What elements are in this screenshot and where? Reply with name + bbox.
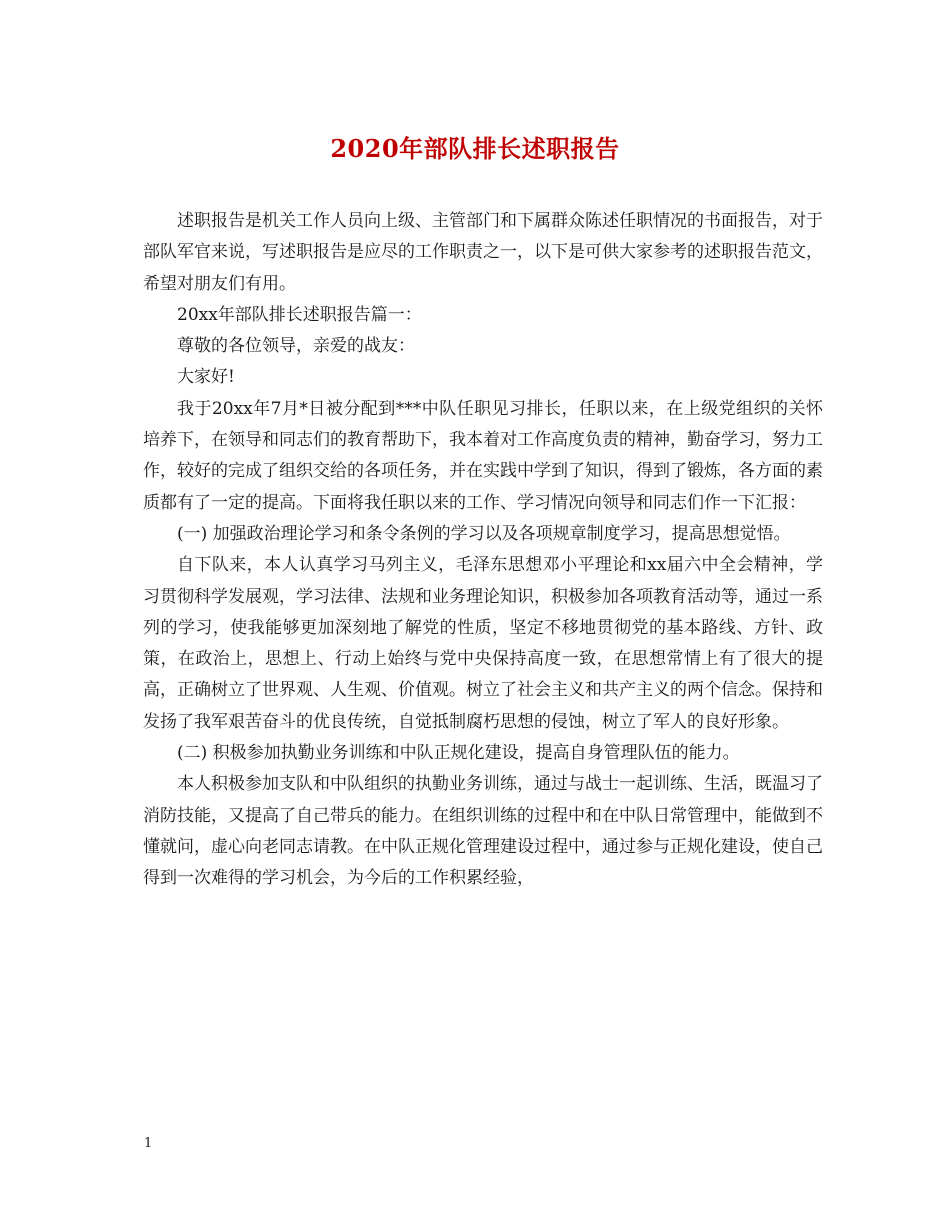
paragraph-salutation: 尊敬的各位领导，亲爱的战友： [177,336,415,357]
paragraph-section-heading: 20xx年部队排长述职报告篇一： [177,304,422,325]
document-body [143,206,823,895]
paragraph-political-study: 自下队来，本人认真学习马列主义，毛泽东思想邓小平理论和xx届六中全会精神，学习贯彻科学发展观，学习法律、法规和业务理论知识，积极参加各项教育活动等，通过一系列的学习，使我能够更加深刻地了解党的性质，坚定不移地贯彻党的基本路线、方针、政策，在政治上，思想上、行动上始终与党中央保持高度一致，在思想常情上有了很大的提高，正确树立了世界观、人生观、价值观。树立了社会主义和共产主义的两个信念。保持和发扬了我军艰苦奋斗的优良传统，自觉抵制腐朽思想的侵蚀，树立了军人的良好形象。 [143,555,823,732]
document-title: 2020年部队排长述职报告 [330,134,620,163]
page-number: 1 [144,1136,153,1151]
paragraph-greeting: 大家好! [177,367,235,388]
paragraph-training: 本人积极参加支队和中队组织的执勤业务训练，通过与战士一起训练、生活，既温习了消防技能，又提高了自己带兵的能力。在组织训练的过程中和在中队日常管理中，能做到不懂就问，虚心向老同志请教。在中队正规化管理建设过程中，通过参与正规化建设，使自己得到一次难得的学习机会，为今后的工作积累经验， [143,774,823,889]
paragraph-heading-two: (二) 积极参加执勤业务训练和中队正规化建设，提高自身管理队伍的能力。 [177,743,740,764]
paragraph-heading-one: (一) 加强政治理论学习和条令条例的学习以及各项规章制度学习，提高思想觉悟。 [177,523,791,544]
paragraph-intro: 述职报告是机关工作人员向上级、主管部门和下属群众陈述任职情况的书面报告，对于部队军官来说，写述职报告是应尽的工作职责之一，以下是可供大家参考的述职报告范文，希望对朋友们有用。 [143,211,823,294]
paragraph-opening: 我于20xx年7月*日被分配到***中队任职见习排长，任职以来，在上级党组织的关怀培养下，在领导和同志们的教育帮助下，我本着对工作高度负责的精神，勤奋学习，努力工作，较好的完成了组织交给的各项任务，并在实践中学到了知识，得到了锻炼，各方面的素质都有了一定的提高。下面将我任职以来的工作、学习情况向领导和同志们作一下汇报： [143,398,823,513]
